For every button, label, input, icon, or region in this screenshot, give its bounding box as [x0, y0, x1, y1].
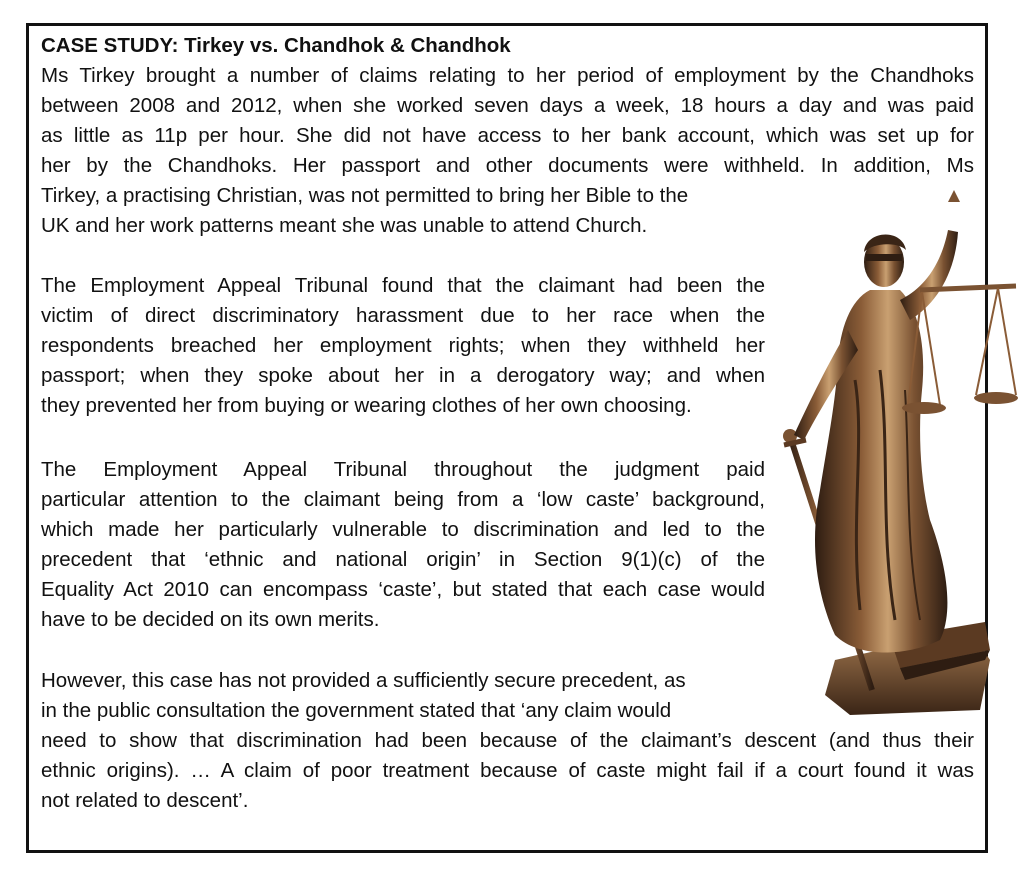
paragraph-2-line: they prevented her from buying or wearing clothes of her own choosing. [41, 394, 692, 417]
paragraph-1-line: UK and her work patterns meant she was unable to attend Church. [41, 214, 648, 237]
paragraph-4-line: ethnic origins). … A claim of poor treatment because of caste might fail if a court found it was [41, 759, 974, 782]
paragraph-3-line: precedent that ‘ethnic and national origin’ in Section 9(1)(c) of the [41, 548, 765, 571]
paragraph-3-line: particular attention to the claimant being from a ‘low caste’ background, [41, 488, 765, 511]
paragraph-2-line: respondents breached her employment rights; when they withheld her [41, 334, 765, 357]
paragraph-1 [41, 31, 974, 241]
paragraph-4 [41, 666, 974, 816]
paragraph-1-line: Ms Tirkey brought a number of claims relating to her period of employment by the Chandhoks [41, 64, 974, 87]
paragraph-3-line: have to be decided on its own merits. [41, 608, 380, 631]
paragraph-4-line: However, this case has not provided a sufficiently secure precedent, as [41, 669, 686, 692]
paragraph-1-line: between 2008 and 2012, when she worked seven days a week, 18 hours a day and was paid [41, 94, 974, 117]
paragraph-4-line: need to show that discrimination had been because of the claimant’s descent (and thus their [41, 729, 974, 752]
paragraph-4-line: not related to descent’. [41, 789, 249, 812]
paragraph-3 [41, 455, 765, 635]
paragraph-1-line: Tirkey, a practising Christian, was not permitted to bring her Bible to the [41, 184, 689, 207]
paragraph-2 [41, 271, 765, 421]
paragraph-2-line: The Employment Appeal Tribunal found that the claimant had been the [41, 274, 765, 297]
paragraph-3-line: which made her particularly vulnerable to discrimination and led to the [41, 518, 765, 541]
paragraph-2-line: victim of direct discriminatory harassment due to her race when the [41, 304, 765, 327]
paragraph-3-line: The Employment Appeal Tribunal throughout the judgment paid [41, 458, 765, 481]
paragraph-1-line: as little as 11p per hour. She did not have access to her bank account, which was set up for [41, 124, 974, 147]
paragraph-3-line: Equality Act 2010 can encompass ‘caste’, but stated that each case would [41, 578, 765, 601]
paragraph-2-line: passport; when they spoke about her in a derogatory way; and when [41, 364, 765, 387]
paragraph-4-line: in the public consultation the government stated that ‘any claim would [41, 699, 672, 722]
case-study-title: CASE STUDY: Tirkey vs. Chandhok & Chandhok [41, 34, 511, 57]
paragraph-1-line: her by the Chandhoks. Her passport and other documents were withheld. In addition, Ms [41, 154, 974, 177]
lady-justice-statue-icon [780, 190, 1022, 720]
